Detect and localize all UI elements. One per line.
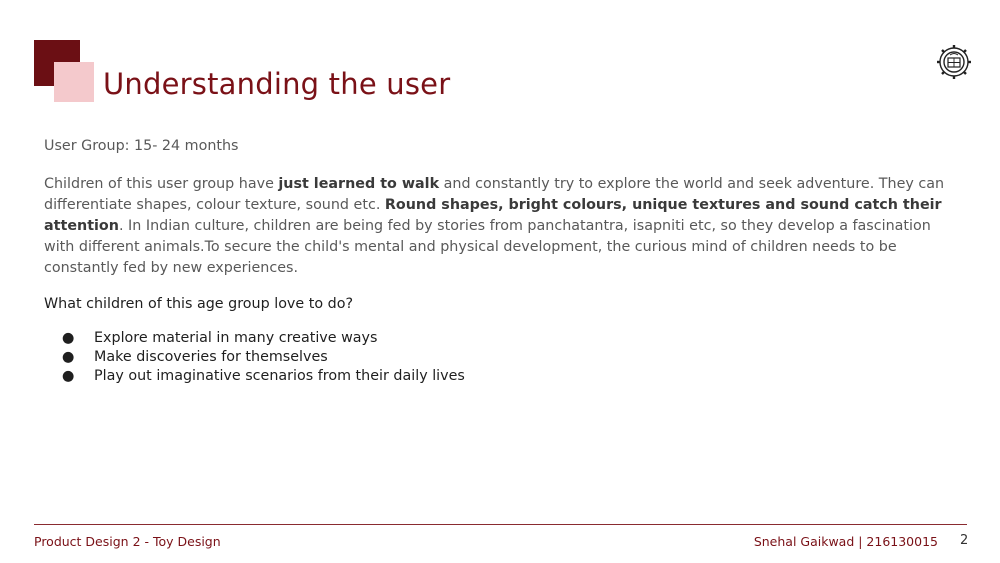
- institute-emblem-icon: [936, 44, 972, 80]
- paragraph-text-1: Children of this user group have: [44, 176, 279, 192]
- paragraph-bold-2: Round shapes, bright colours, unique textures and sound catch their attention: [44, 197, 942, 234]
- list-item: [44, 367, 959, 386]
- list-item: [44, 329, 959, 348]
- list-item-text: Play out imaginative scenarios from their daily lives: [94, 368, 465, 384]
- footer-author: Snehal Gaikwad | 216130015: [753, 534, 938, 549]
- list-item-text: Make discoveries for themselves: [94, 349, 328, 365]
- paragraph-text-3: . In Indian culture, children are being fed by stories from panchatantra, isapniti etc, so they develop a fascination with different animals.To secure the child's mental and physical development, the curious mind of children needs to be constantly fed by new experiences.: [44, 218, 931, 276]
- paragraph-bold-1: just learned to walk: [278, 176, 440, 192]
- question-heading: What children of this age group love to do?: [44, 296, 354, 312]
- bullet-icon: ●: [62, 330, 75, 346]
- page-number: 2: [960, 533, 969, 548]
- user-group-line: User Group: 15- 24 months: [44, 138, 239, 154]
- slide-title: Understanding the user: [103, 67, 451, 102]
- description-paragraph: [44, 174, 959, 279]
- footer-course: Product Design 2 - Toy Design: [34, 534, 221, 549]
- list-item: [44, 348, 959, 367]
- list-item-text: Explore material in many creative ways: [94, 330, 378, 346]
- footer-divider: [34, 524, 967, 525]
- paragraph-text-2: and constantly try to explore the world and seek adventure. They can differentiate shapes, colour texture, sound etc.: [44, 176, 945, 213]
- decor-square-light: [54, 62, 94, 102]
- activity-list: [44, 329, 959, 386]
- bullet-icon: ●: [62, 368, 75, 384]
- slide-body: [44, 136, 959, 386]
- bullet-icon: ●: [62, 349, 75, 365]
